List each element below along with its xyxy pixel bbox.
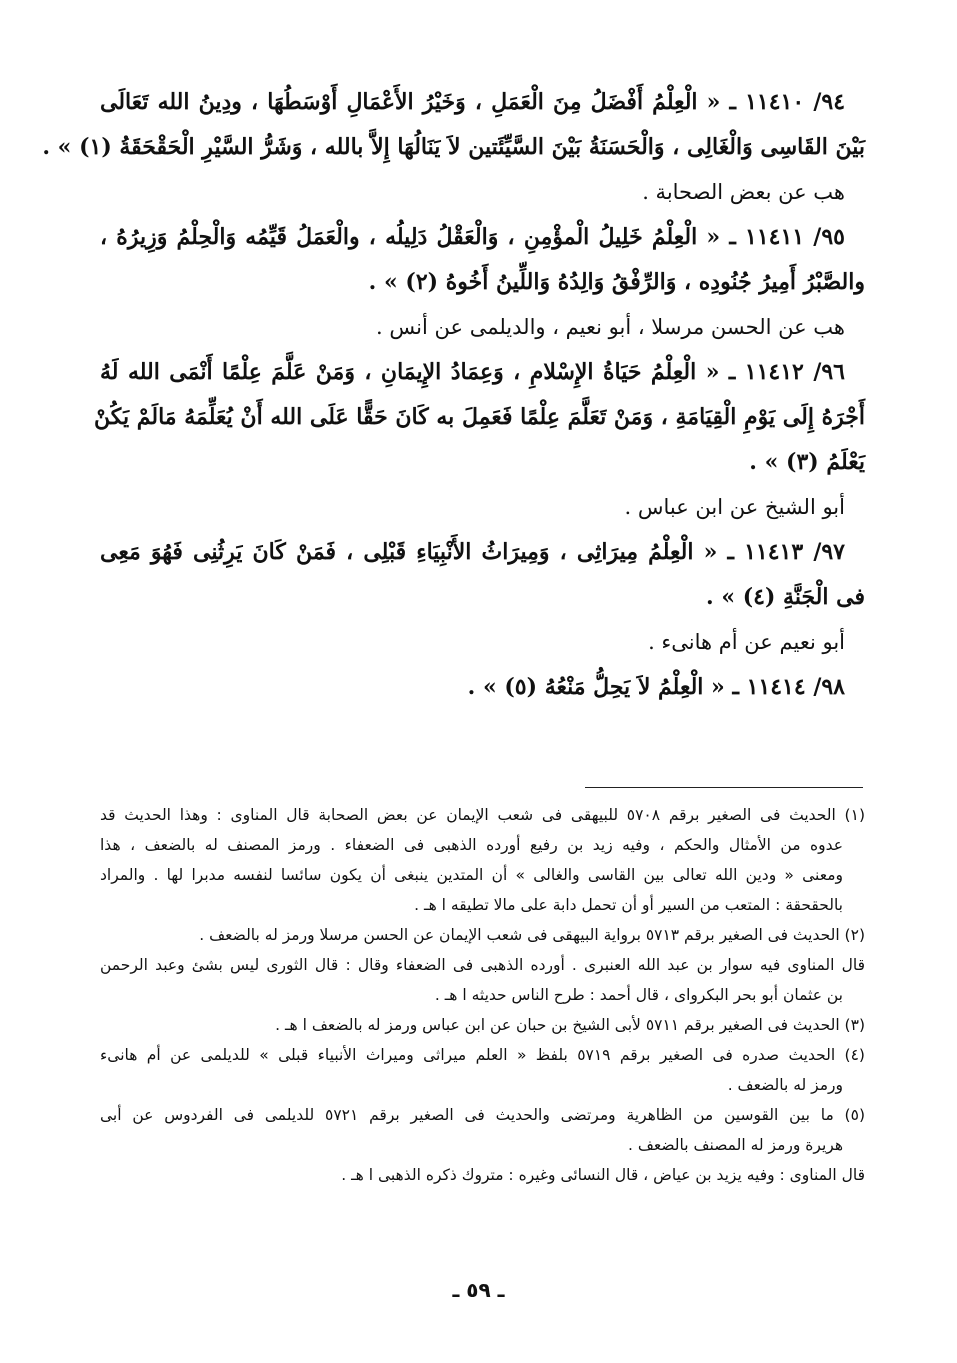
- footnote-5-line-3: قال المناوى : وفيه يزيد بن عياض ، قال النسائى وغيره : متروك ذكره الذهبى ا هـ .: [341, 1166, 865, 1184]
- footnote-1-line-4: بالحقحقة : المتعب من السير أو أن تحمل دابة على مالا تطيقه ا هـ .: [414, 896, 843, 914]
- footnote-2-line-1: (٢) الحديث فى الصغير برقم ٥٧١٣ برواية البيهقى فى شعب الإيمان عن الحسن مرسلا ورمز له بالضعف .: [199, 926, 865, 944]
- hadith-97-line-1: ٩٧/ ١١٤١٣ ـ « الْعِلْمُ مِيرَاثِى ، وَمِيرَاثُ الأَنْبِيَاءِ قَبْلِى ، فَمَنْ كَانَ يَرِثُنِى فَهُوَ مَعِى: [100, 539, 845, 565]
- page-number: ـ ٥٩ ـ: [452, 1278, 505, 1302]
- footnote-2-line-2: قال المناوى فيه سوار بن عبد الله العنبرى . أورده الذهبى فى الضعفاء وقال : قال الثورى ليس بشئ وعبد الرحمن: [100, 956, 865, 974]
- hadith-95-source: هب عن الحسن مرسلا ، أبو نعيم ، والديلمى عن أنس .: [376, 315, 845, 339]
- footnote-2-line-3: بن عثمان أبو بحر البكرواى ، قال أحمد : طرح الناس حديثه ا هـ .: [434, 986, 843, 1004]
- footnote-divider: [585, 787, 863, 788]
- hadith-94-source: هب عن بعض الصحابة .: [642, 180, 845, 204]
- footnote-4-line-2: ورمز له بالضعف .: [727, 1076, 843, 1094]
- hadith-98-line-1: ٩٨/ ١١٤١٤ ـ « الْعِلْمُ لاَ يَحِلُّ مَنْعُهُ (٥) » .: [467, 674, 845, 700]
- hadith-94-line-1: ٩٤/ ١١٤١٠ ـ « الْعِلْمُ أَفْضَلُ مِنَ الْعَمَلِ ، وَخَيْرُ الأَعْمَالِ أَوْسَطُهَا ، ودِينُ الله تَعَالَى: [100, 89, 846, 115]
- footnote-5-line-2: هريرة ورمز له المصنف بالضعف .: [627, 1136, 843, 1154]
- hadith-96-source: أبو الشيخ عن ابن عباس .: [624, 495, 845, 519]
- hadith-96-line-2: أَجْرَهُ إِلَى يَوْمِ الْقِيَامَةِ ، وَمَنْ تَعَلَّمَ عِلْمًا فَعَمِلَ به كَانَ حَقًّا عَلَى الله أَنْ يُعَلِّمَهُ مَالَمْ يَكُنْ: [94, 404, 865, 430]
- hadith-text: [42, 80, 865, 710]
- hadith-96-line-1: ٩٦/ ١١٤١٢ ـ « الْعِلْمُ حَيَاةُ الإِسْلامِ ، وَعِمَادُ الإِيمَانِ ، وَمَنْ عَلَّمَ عِلْمًا أَنْمَى الله لَهُ: [100, 359, 845, 385]
- footnote-1-line-3: ومعنى « ودين الله تعالى بين القاسى والغالى » أن المتدين ينبغى أن يكون سائسا لنفسه مدبرا لها . والمراد: [100, 866, 843, 884]
- hadith-97-line-2: فى الْجَنَّةِ (٤) » .: [706, 584, 865, 610]
- footnote-3-line-1: (٣) الحديث فى الصغير برقم ٥٧١١ لأبى الشيخ بن حبان عن ابن عباس ورمز له بالضعف ا هـ .: [275, 1016, 865, 1034]
- hadith-95-line-1: ٩٥/ ١١٤١١ ـ « الْعِلْمُ خَلِيلُ الْمؤْمِنِ ، وَالْعَقْلُ دَلِيلُه ، والْعَمَلُ قَيِّمُه وَالْحِلْمُ وَزِيرُهُ ،: [100, 224, 845, 250]
- footnotes: [100, 800, 865, 1190]
- footnote-1-line-1: (١) الحديث فى الصغير برقم ٥٧٠٨ للبيهقى فى شعب الإيمان عن بعض الصحابة قال المناوى : وهذا الحديث قد: [100, 806, 865, 824]
- hadith-95-line-2: والصَّبْرُ أَمِيرُ جُنُودِه ، وَالرِّفْقُ وَالِدُهُ وَاللِّينُ أَخُوهُ (٢) » .: [368, 269, 865, 295]
- hadith-94-line-2: بَيْنَ القَاسِى وَالْغَالِى ، وَالْحَسَنَةُ بَيْنَ السَّيِّئَتين لاَ يَنَالُهَا إِلاَّ بالله ، وَشَرُّ السَّيْرِ الْحَقْحَقَةُ (١) » .: [42, 134, 865, 160]
- hadith-97-source: أبو نعيم عن أم هانىء .: [648, 630, 845, 654]
- hadith-96-line-3: يَعْلَمُ (٣) » .: [749, 449, 865, 475]
- footnote-5-line-1: (٥) ما بين القوسين من الظاهرية ومرتضى والحديث فى الصغير برقم ٥٧٢١ للديلمى فى الفردوس عن أبى: [100, 1106, 865, 1124]
- footnote-4-line-1: (٤) الحديث صدره فى الصغير برقم ٥٧١٩ بلفظ « العلم ميراثى وميراث الأنبياء قبلى » للديلمى عن أم هانىء: [100, 1046, 865, 1064]
- footnote-1-line-2: عدوه من الأمثال والحكم ، وفيه زيد بن رفيع أورده الذهبى فى الضعفاء . ورمز المصنف له بالضعف ، هذا: [100, 836, 843, 854]
